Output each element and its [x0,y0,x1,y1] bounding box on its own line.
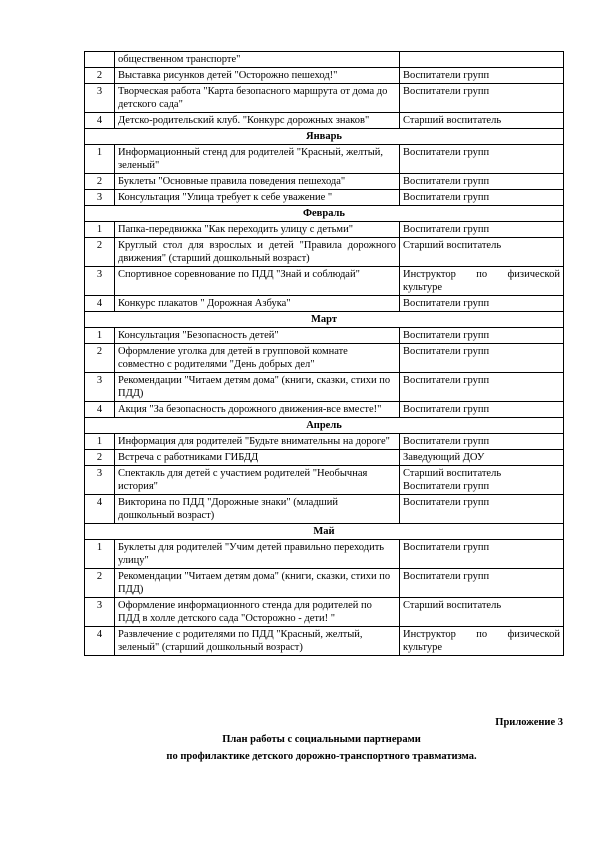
responsible-person: Старший воспитатель [400,238,564,267]
row-number: 3 [85,466,115,495]
table-row [85,190,564,206]
responsible-person: Воспитатели групп [400,296,564,312]
plan-table-body [85,52,564,656]
table-row [85,450,564,466]
activity-text: Рекомендации "Читаем детям дома" (книги, сказки, стихи по ПДД) [115,569,400,598]
table-row [85,569,564,598]
row-number: 1 [85,328,115,344]
row-number: 4 [85,113,115,129]
activity-text: общественном транспорте" [115,52,400,68]
activity-text: Консультация "Безопасность детей" [115,328,400,344]
activity-text: Встреча с работниками ГИБДД [115,450,400,466]
activity-text: Консультация "Улица требует к себе уважение " [115,190,400,206]
table-row [85,434,564,450]
responsible-person: Инструктор по физической культуре [400,267,564,296]
activity-text: Папка-передвижка "Как переходить улицу с детьми" [115,222,400,238]
month-header: Март [85,312,564,328]
row-number: 3 [85,598,115,627]
responsible-person: Воспитатели групп [400,190,564,206]
row-number [85,52,115,68]
row-number: 2 [85,174,115,190]
responsible-person: Воспитатели групп [400,84,564,113]
responsible-person: Воспитатели групп [400,540,564,569]
table-row [85,466,564,495]
table-row [85,222,564,238]
activity-text: Спортивное соревнование по ПДД "Знай и соблюдай" [115,267,400,296]
activity-text: Буклеты "Основные правила поведения пешехода" [115,174,400,190]
activity-text: Оформление уголка для детей в групповой комнате совместно с родителями "День добрых дел" [115,344,400,373]
activity-text: Детско-родительский клуб. "Конкурс дорожных знаков" [115,113,400,129]
table-row [85,267,564,296]
responsible-person: Воспитатели групп [400,373,564,402]
row-number: 3 [85,190,115,206]
month-header: Январь [85,129,564,145]
responsible-person: Воспитатели групп [400,174,564,190]
table-row [85,68,564,84]
appendix-label: Приложение 3 [495,717,563,728]
responsible-person: Воспитатели групп [400,328,564,344]
table-row [85,344,564,373]
responsible-person: Старший воспитатель Воспитатели групп [400,466,564,495]
table-row [85,328,564,344]
month-header-row [85,524,564,540]
activity-text: Выставка рисунков детей "Осторожно пешеход!" [115,68,400,84]
responsible-person: Воспитатели групп [400,402,564,418]
responsible-person: Старший воспитатель [400,113,564,129]
table-row [85,238,564,267]
table-row [85,52,564,68]
section-title-line-1: План работы с социальными партнерами [222,734,421,745]
activity-text: Спектакль для детей с участием родителей "Необычная история" [115,466,400,495]
row-number: 3 [85,373,115,402]
table-row [85,174,564,190]
row-number: 1 [85,434,115,450]
row-number: 4 [85,495,115,524]
activity-text: Конкурс плакатов " Дорожная Азбука" [115,296,400,312]
row-number: 3 [85,267,115,296]
table-row [85,402,564,418]
activity-text: Буклеты для родителей "Учим детей правильно переходить улицу" [115,540,400,569]
activity-text: Информационный стенд для родителей "Красный, желтый, зеленый" [115,145,400,174]
responsible-person: Воспитатели групп [400,434,564,450]
month-header: Апрель [85,418,564,434]
row-number: 2 [85,238,115,267]
table-row [85,373,564,402]
responsible-person: Инструктор по физической культуре [400,627,564,656]
month-header-row [85,206,564,222]
month-header: Май [85,524,564,540]
table-row [85,495,564,524]
row-number: 1 [85,145,115,174]
activity-plan-table [84,51,564,656]
activity-text: Викторина по ПДД "Дорожные знаки" (младший дошкольный возраст) [115,495,400,524]
month-header-row [85,129,564,145]
responsible-person: Воспитатели групп [400,68,564,84]
responsible-person: Воспитатели групп [400,344,564,373]
month-header-row [85,418,564,434]
row-number: 4 [85,627,115,656]
row-number: 4 [85,402,115,418]
responsible-person: Воспитатели групп [400,145,564,174]
month-header: Февраль [85,206,564,222]
table-row [85,627,564,656]
activity-text: Творческая работа "Карта безопасного маршрута от дома до детского сада" [115,84,400,113]
responsible-person: Воспитатели групп [400,569,564,598]
row-number: 2 [85,68,115,84]
section-title-line-2: по профилактике детского дорожно-транспортного травматизма. [166,751,477,762]
activity-text: Информация для родителей "Будьте внимательны на дороге" [115,434,400,450]
month-header-row [85,312,564,328]
table-row [85,145,564,174]
activity-text: Рекомендации "Читаем детям дома" (книги, сказки, стихи по ПДД) [115,373,400,402]
table-row [85,113,564,129]
activity-text: Круглый стол для взрослых и детей "Правила дорожного движения" (старший дошкольный возраст) [115,238,400,267]
table-row [85,598,564,627]
responsible-person: Воспитатели групп [400,222,564,238]
row-number: 2 [85,569,115,598]
table-row [85,540,564,569]
row-number: 4 [85,296,115,312]
activity-text: Оформление информационного стенда для родителей по ПДД в холле детского сада "Осторожно - дети! " [115,598,400,627]
responsible-person: Заведующий ДОУ [400,450,564,466]
table-row [85,296,564,312]
row-number: 3 [85,84,115,113]
activity-text: Акция "За безопасность дорожного движения-все вместе!" [115,402,400,418]
activity-text: Развлечение с родителями по ПДД "Красный, желтый, зеленый" (старший дошкольный возраст) [115,627,400,656]
row-number: 2 [85,450,115,466]
responsible-person: Воспитатели групп [400,495,564,524]
row-number: 1 [85,222,115,238]
row-number: 2 [85,344,115,373]
table-row [85,84,564,113]
row-number: 1 [85,540,115,569]
responsible-person: Старший воспитатель [400,598,564,627]
responsible-person [400,52,564,68]
